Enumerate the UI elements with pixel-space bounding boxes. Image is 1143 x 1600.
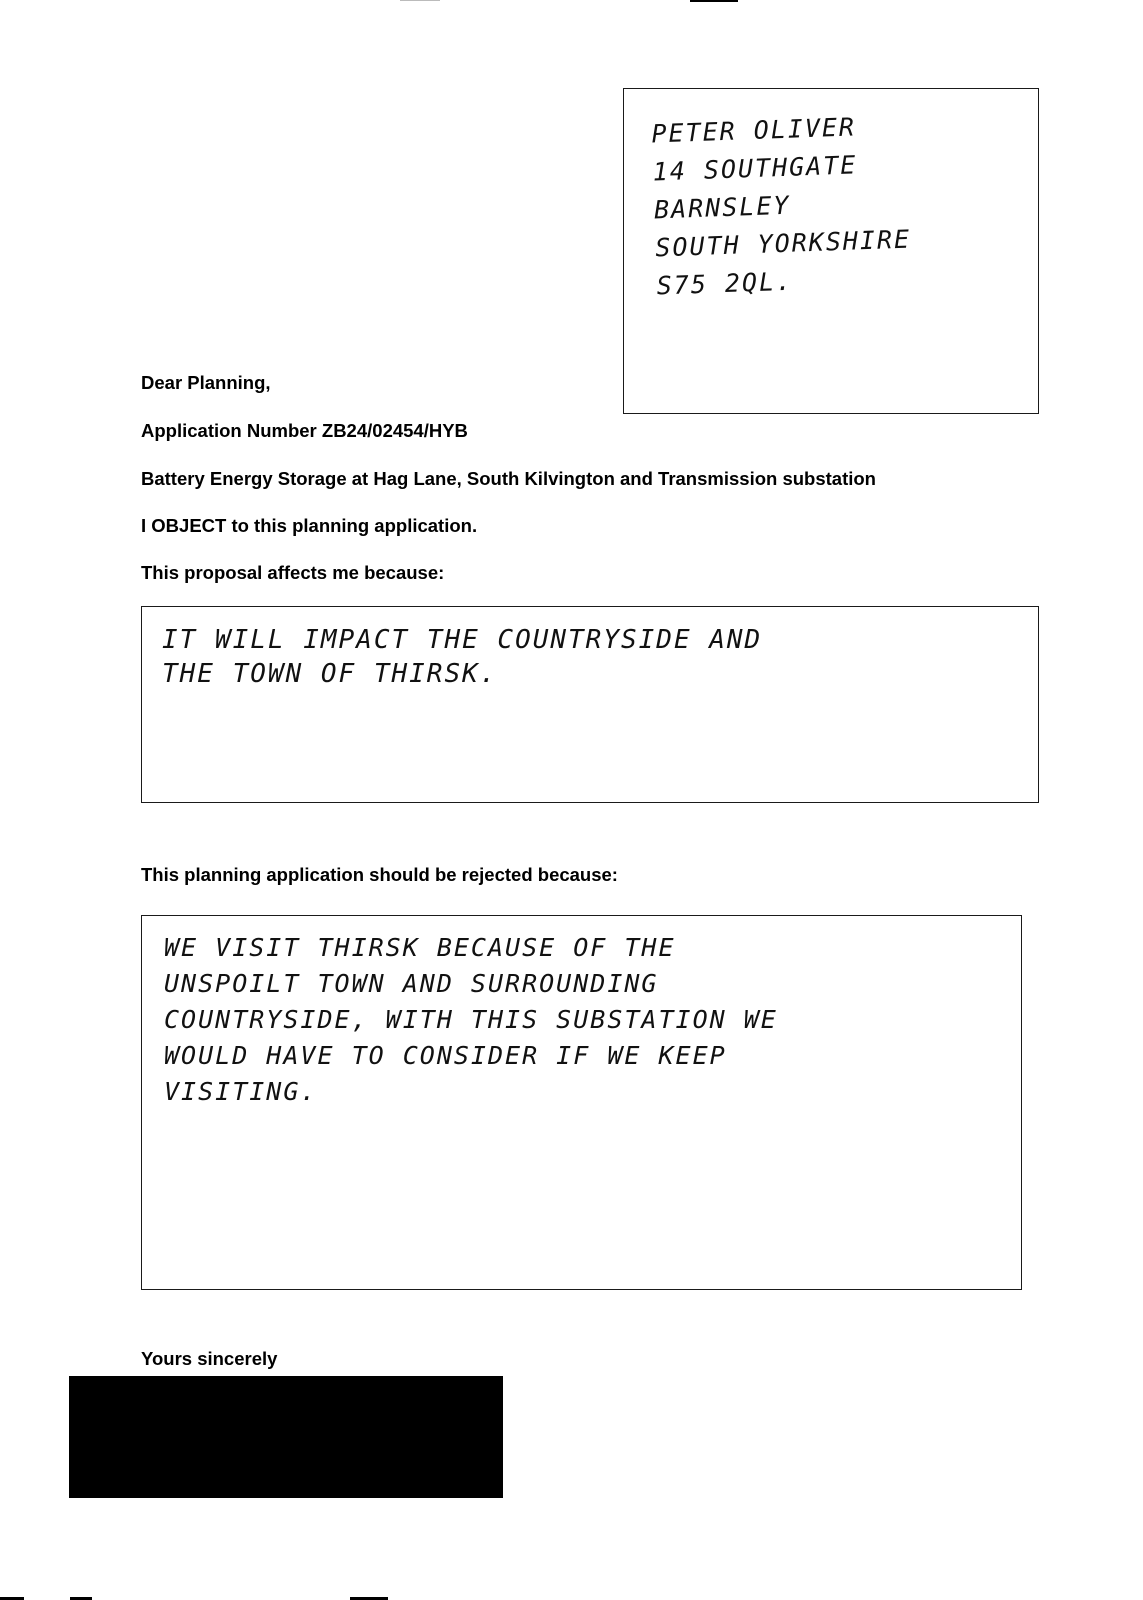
address-box <box>623 88 1039 414</box>
rejected-heading: This planning application should be rejected because: <box>141 864 618 885</box>
signature-redaction <box>69 1376 503 1498</box>
closing: Yours sincerely <box>141 1348 278 1369</box>
objection-statement: I OBJECT to this planning application. <box>141 515 478 536</box>
affects-heading: This proposal affects me because: <box>141 562 445 583</box>
rejected-handwritten-text: WE VISIT THIRSK BECAUSE OF THE UNSPOILT TOWN AND SURROUNDING COUNTRYSIDE, WITH THIS SUBSTATION WE WOULD HAVE TO CONSIDER IF WE KEEP VISITING. <box>164 933 778 1106</box>
salutation: Dear Planning, <box>141 372 271 393</box>
subject-line: Battery Energy Storage at Hag Lane, South Kilvington and Transmission substation <box>141 468 876 489</box>
affects-handwritten-text: IT WILL IMPACT THE COUNTRYSIDE AND THE TOWN OF THIRSK. <box>162 625 763 689</box>
rejected-box <box>141 915 1022 1290</box>
application-number: Application Number ZB24/02454/HYB <box>141 420 468 441</box>
affects-box <box>141 606 1039 803</box>
scan-artifact-top <box>690 0 738 2</box>
handwritten-address: PETER OLIVER 14 SOUTHGATE BARNSLEY SOUTH YORKSHIRE S75 2QL. <box>650 112 912 301</box>
scan-artifact-top-left <box>400 0 440 1</box>
